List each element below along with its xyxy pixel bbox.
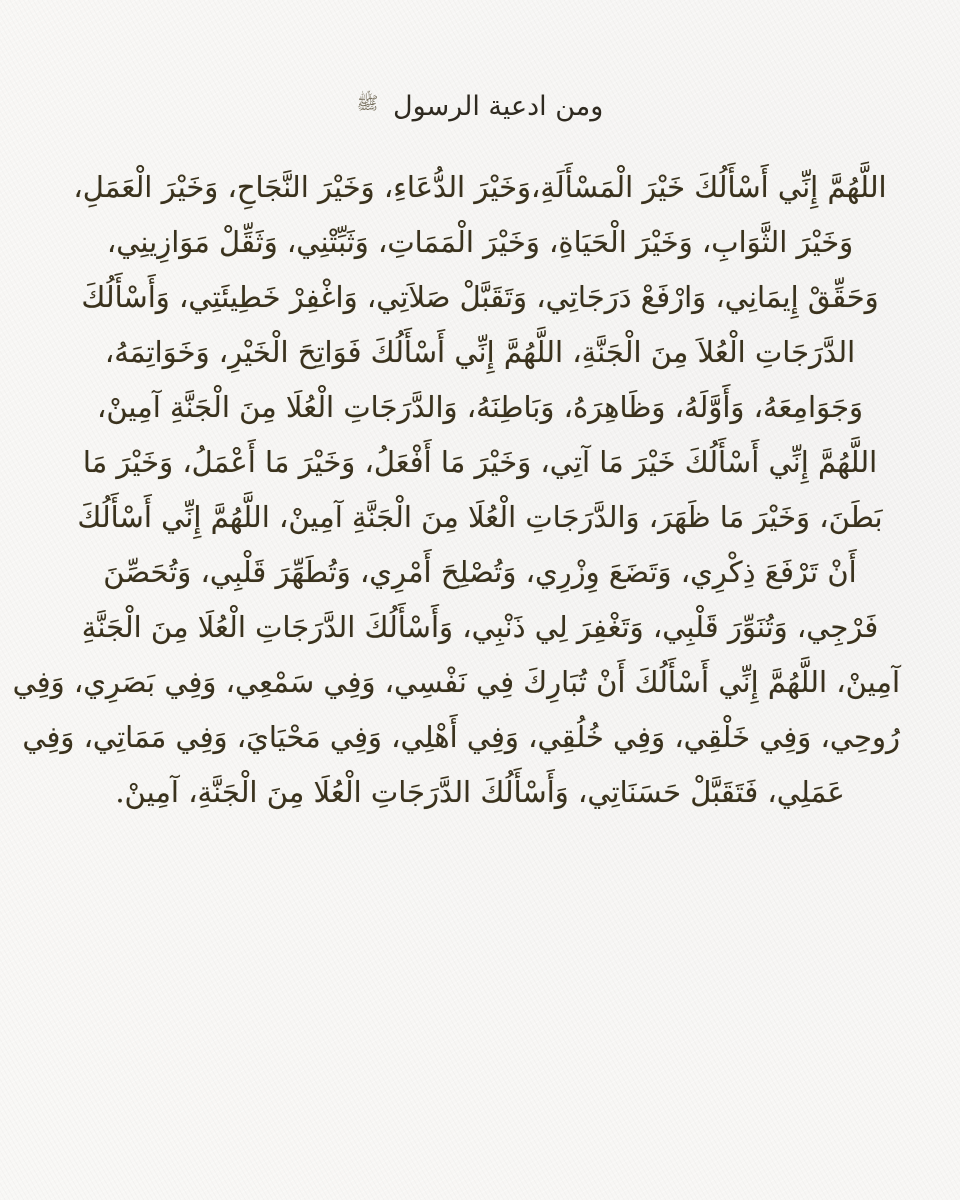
text-line: رُوحِي، وَفِي خَلْقِي، وَفِي خُلُقِي، وَفِي أَهْلِي، وَفِي مَحْيَايَ، وَفِي مَمَاتِي، وَفِي — [22, 720, 900, 754]
text-line: اللَّهُمَّ إِنِّي أَسْأَلُكَ خَيْرَ مَا آتِي، وَخَيْرَ مَا أَفْعَلُ، وَخَيْرَ مَا أَعْمَلُ، وَخَيْرَ مَا — [82, 445, 878, 479]
text-line: وَخَيْرَ الثَّوَابِ، وَخَيْرَ الْحَيَاةِ، وَخَيْرَ الْمَمَاتِ، وَثَبِّتْنِي، وَثَقِّلْ مَوَازِينِي، — [106, 225, 854, 259]
text-line: اللَّهُمَّ إِنِّي أَسْأَلُكَ خَيْرَ الْمَسْأَلَةِ،وَخَيْرَ الدُّعَاءِ، وَخَيْرَ النَّجَاحِ، وَخَيْرَ الْعَمَلِ، — [73, 170, 887, 204]
text-line: وَجَوَامِعَهُ، وَأَوَّلَهُ، وَظَاهِرَهُ، وَبَاطِنَهُ، وَالدَّرَجَاتِ الْعُلَا مِنَ الْجَنَّةِ آمِينْ، — [96, 390, 864, 424]
page-title — [0, 82, 960, 129]
text-line: وَحَقِّقْ إِيمَانِي، وَارْفَعْ دَرَجَاتِي، وَتَقَبَّلْ صَلاَتِي، وَاغْفِرْ خَطِيئَتِي، وَأَسْأَلُكَ — [81, 280, 879, 314]
text-line: فَرْجِي، وَتُنَوِّرَ قَلْبِي، وَتَغْفِرَ لِي ذَنْبِي، وَأَسْأَلُكَ الدَّرَجَاتِ الْعُلَا مِنَ الْجَنَّةِ — [81, 610, 879, 644]
honorific-glyph-icon: ﷺ — [356, 93, 379, 114]
text-line: عَمَلِي، فَتَقَبَّلْ حَسَنَاتِي، وَأَسْأَلُكَ الدَّرَجَاتِ الْعُلَا مِنَ الْجَنَّةِ، آمِينْ. — [115, 775, 845, 809]
text-line: الدَّرَجَاتِ الْعُلاَ مِنَ الْجَنَّةِ، اللَّهُمَّ إِنِّي أَسْأَلُكَ فَوَاتِحَ الْخَيْرِ، وَخَوَاتِمَهُ، — [104, 335, 856, 369]
text-line: أَنْ تَرْفَعَ ذِكْرِي، وَتَضَعَ وِزْرِي، وَتُصْلِحَ أَمْرِي، وَتُطَهِّرَ قَلْبِي، وَتُحَصِّنَ — [103, 555, 857, 589]
supplication-text — [12, 160, 900, 820]
text-line: بَطَنَ، وَخَيْرَ مَا ظَهَرَ، وَالدَّرَجَاتِ الْعُلَا مِنَ الْجَنَّةِ آمِينْ، اللَّهُمَّ إِنِّي أَسْأَلُكَ — [77, 500, 883, 534]
text-line: آمِينْ، اللَّهُمَّ إِنِّي أَسْأَلُكَ أَنْ تُبَارِكَ فِي نَفْسِي، وَفِي سَمْعِي، وَفِي بَصَرِي، وَفِي — [12, 665, 900, 699]
title-text: ومن ادعية الرسول — [393, 91, 604, 122]
